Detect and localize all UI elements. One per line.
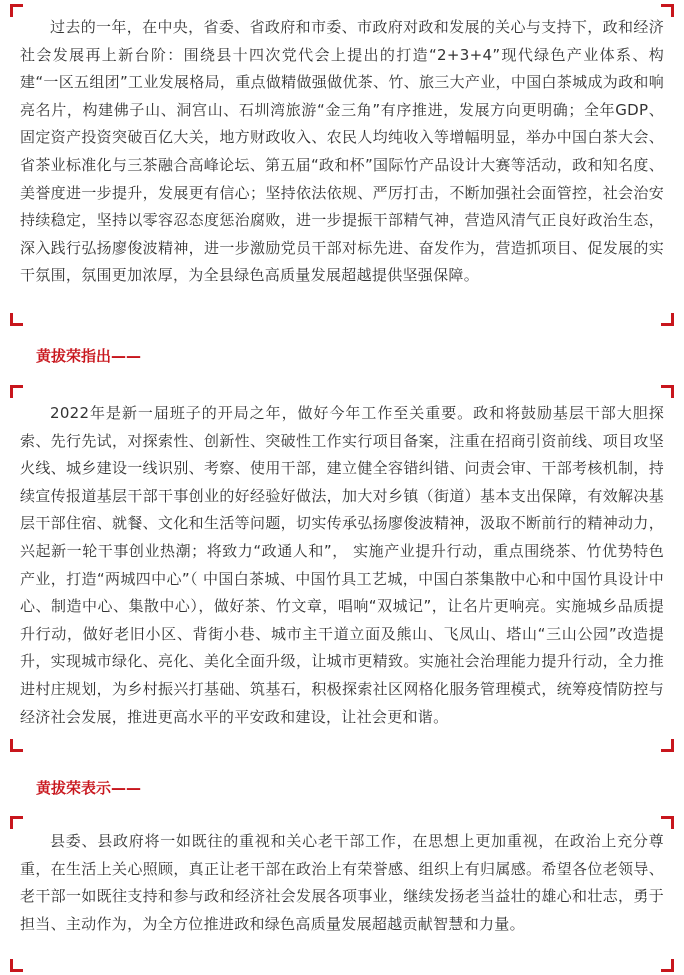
article-block-3 bbox=[4, 816, 680, 972]
section-heading: 黄拔荣指出—— bbox=[36, 347, 142, 365]
section-heading: 黄拔荣表示—— bbox=[36, 779, 142, 797]
article-block-1 bbox=[4, 4, 680, 326]
frame-corner bbox=[10, 959, 23, 972]
frame-corner bbox=[661, 959, 674, 972]
article-paragraph: 2022年是新一届班子的开局之年，做好今年工作至关重要。政和将鼓励基层干部大胆探索、先行先试，对探索性、创新性、突破性工作实行项目备案，注重在招商引资前线、项目攻坚火线、城乡建设一线识别、考察、使用干部，建立健全容错纠错、问责会审、干部考核机制，持续宣传报道基层干部干事创业的好经验好做法，加大对乡镇（街道）基本支出保障，有效解决基层干部住宿、就餐、文化和生活等问题，切实传承弘扬廖俊波精神，汲取不断前行的精神动力，兴起新一轮干事创业热潮；将致力“政通人和”， 实施产业提升行动，重点围绕茶、竹优势特色产业，打造“两城四中心”（ 中国白茶城、中国竹具工艺城，中国白茶集散中心和中国竹具设计中心、制造中心、集散中心），做好茶、竹文章，唱响“双城记”，让名片更响亮。实施城乡品质提升行动，做好老旧小区、背街小巷、城市主干道立面及熊山、飞凤山、塔山“三山公园”改造提升，实现城市绿化、亮化、美化全面升级，让城市更精致。实施社会治理能力提升行动，全力推进村庄规划，为乡村振兴打基础、筑基石，积极探索社区网格化服务管理模式，统筹疫情防控与经济社会发展，推进更高水平的平安政和建设，让社会更和谐。 bbox=[20, 404, 664, 726]
frame-corner bbox=[10, 739, 23, 752]
frame-corner bbox=[661, 313, 674, 326]
article-block-2 bbox=[4, 385, 680, 752]
article-paragraph: 县委、县政府将一如既往的重视和关心老干部工作，在思想上更加重视，在政治上充分尊重，在生活上关心照顾，真正让老干部在政治上有荣誉感、组织上有归属感。希望各位老领导、老干部一如既往支持和参与政和经济社会发展各项事业，继续发扬老当益壮的雄心和壮志，勇于担当、主动作为，为全方位推进政和绿色高质量发展超越贡献智慧和力量。 bbox=[20, 832, 664, 933]
frame-corner bbox=[10, 313, 23, 326]
frame-corner bbox=[661, 739, 674, 752]
article-paragraph: 过去的一年，在中央，省委、省政府和市委、市政府对政和发展的关心与支持下，政和经济社会发展再上新台阶：围绕县十四次党代会上提出的打造“2+3+4”现代绿色产业体系、构建“一区五组团”工业发展格局，重点做精做强做优茶、竹、旅三大产业，中国白茶城成为政和响亮名片，构建佛子山、洞宫山、石圳湾旅游“金三角”有序推进，发展方向更明确；全年GDP、固定资产投资突破百亿大关，地方财政收入、农民人均纯收入等增幅明显，举办中国白茶大会、省茶业标准化与三茶融合高峰论坛、第五届“政和杯”国际竹产品设计大赛等活动，政和知名度、美誉度进一步提升，发展更有信心；坚持依法依规、严厉打击，不断加强社会面管控，社会治安持续稳定，坚持以零容忍态度惩治腐败，进一步提振干部精气神，营造风清气正良好政治生态，深入践行弘扬廖俊波精神，进一步激励党员干部对标先进、奋发作为，营造抓项目、促发展的实干氛围，氛围更加浓厚，为全县绿色高质量发展超越提供坚强保障。 bbox=[20, 18, 664, 285]
frame-corner bbox=[10, 385, 23, 398]
frame-corner bbox=[661, 385, 674, 398]
